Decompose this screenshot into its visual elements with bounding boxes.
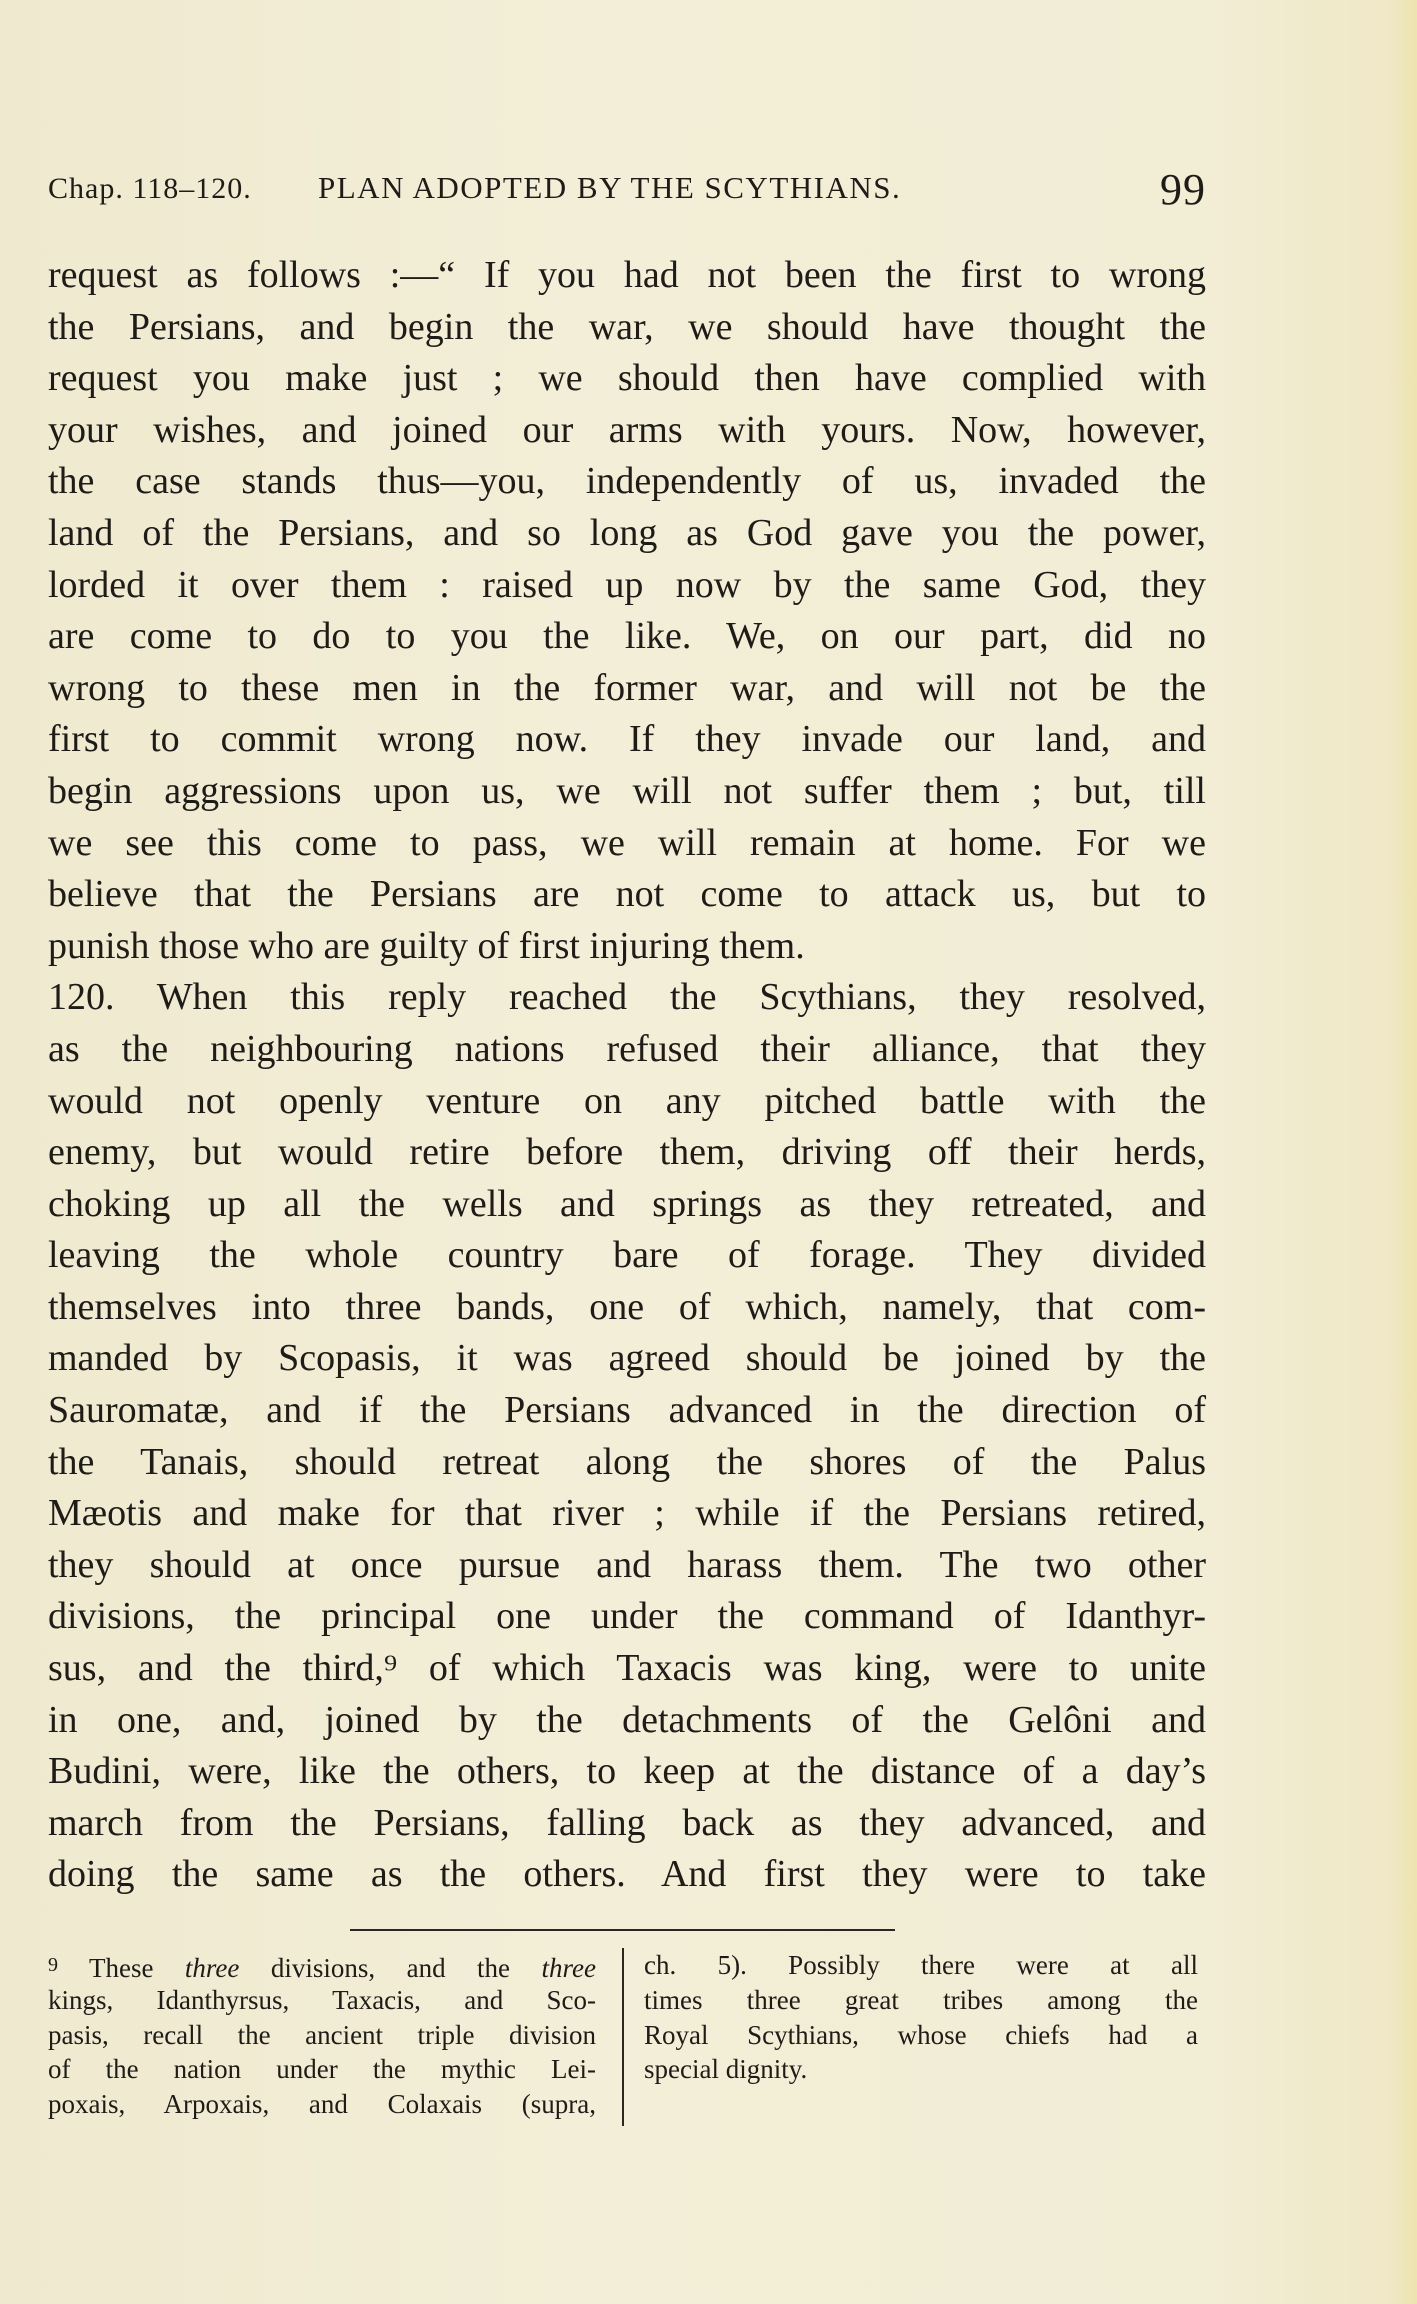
page-edge-discoloration bbox=[1387, 0, 1417, 2304]
text-line: begin aggressions upon us, we will not suffer them ; but, till bbox=[48, 769, 1206, 812]
footnote-line: ch. 5). Possibly there were at all bbox=[644, 1950, 1198, 1980]
chapter-reference: Chap. 118–120. bbox=[48, 172, 252, 205]
text-line: we see this come to pass, we will remain at home. For we bbox=[48, 821, 1206, 864]
footnote-line: poxais, Arpoxais, and Colaxais (supra, bbox=[48, 2089, 596, 2120]
text-line: divisions, the principal one under the command of Idanthyr- bbox=[48, 1595, 1206, 1638]
running-title: PLAN ADOPTED BY THE SCYTHIANS. bbox=[318, 170, 902, 205]
text-line: believe that the Persians are not come to attack us, but to bbox=[48, 873, 1206, 916]
footnote-line: kings, Idanthyrsus, Taxacis, and Sco- bbox=[48, 1984, 596, 2015]
running-head bbox=[48, 164, 1206, 220]
footnote-text: divisions, and the bbox=[239, 1953, 542, 1983]
footnote-italic-text: three bbox=[184, 1953, 240, 1983]
footnote-line bbox=[48, 1948, 596, 1983]
text-line: themselves into three bands, one of which, namely, that com- bbox=[48, 1285, 1206, 1328]
text-line: doing the same as the others. And first they were to take bbox=[48, 1853, 1206, 1896]
text-line: march from the Persians, falling back as they advanced, and bbox=[48, 1801, 1206, 1844]
text-line: punish those who are guilty of first injuring them. bbox=[48, 924, 805, 967]
text-line: Sauromatæ, and if the Persians advanced in the direction of bbox=[48, 1389, 1206, 1432]
footnote-separator-rule bbox=[350, 1929, 895, 1931]
text-line: lorded it over them : raised up now by the same God, they bbox=[48, 563, 1206, 606]
text-line: they should at once pursue and harass them. The two other bbox=[48, 1543, 1206, 1586]
text-line: 120. When this reply reached the Scythians, they resolved, bbox=[48, 976, 1206, 1019]
footnote-line: of the nation under the mythic Lei- bbox=[48, 2054, 596, 2085]
text-line: the Tanais, should retreat along the shores of the Palus bbox=[48, 1440, 1206, 1483]
text-line: in one, and, joined by the detachments of the Gelôni and bbox=[48, 1698, 1206, 1741]
text-line: the case stands thus—you, independently of us, invaded the bbox=[48, 460, 1206, 503]
footnote-line: times three great tribes among the bbox=[644, 1984, 1198, 2015]
text-line: manded by Scopasis, it was agreed should be joined by the bbox=[48, 1337, 1206, 1380]
main-text bbox=[48, 250, 1206, 1901]
text-line: choking up all the wells and springs as they retreated, and bbox=[48, 1182, 1206, 1225]
text-line: wrong to these men in the former war, and will not be the bbox=[48, 666, 1206, 709]
text-line: are come to do to you the like. We, on our part, did no bbox=[48, 615, 1206, 658]
text-line: as the neighbouring nations refused their alliance, that they bbox=[48, 1027, 1206, 1070]
text-line: request as follows :—“ If you had not been the first to wrong bbox=[48, 254, 1206, 296]
footnote-line: pasis, recall the ancient triple division bbox=[48, 2019, 596, 2050]
text-line: enemy, but would retire before them, driving off their herds, bbox=[48, 1131, 1206, 1174]
footnote-right-column bbox=[644, 1948, 1198, 2087]
text-line: request you make just ; we should then have complied with bbox=[48, 357, 1206, 400]
footnote-text: These bbox=[88, 1953, 185, 1983]
text-line: sus, and the third,⁹ of which Taxacis was king, were to unite bbox=[48, 1647, 1206, 1690]
footnote-line: special dignity. bbox=[644, 2054, 808, 2085]
footnote-column-divider bbox=[622, 1948, 624, 2126]
text-line: Mæotis and make for that river ; while if the Persians retired, bbox=[48, 1492, 1206, 1535]
footnote-line: Royal Scythians, whose chiefs had a bbox=[644, 2019, 1198, 2050]
text-line: land of the Persians, and so long as God gave you the power, bbox=[48, 511, 1206, 554]
text-line: leaving the whole country bare of forage. They divided bbox=[48, 1234, 1206, 1277]
text-line: first to commit wrong now. If they invade our land, and bbox=[48, 718, 1206, 761]
text-line: the Persians, and begin the war, we should have thought the bbox=[48, 305, 1206, 348]
text-line: Budini, were, like the others, to keep at the distance of a day’s bbox=[48, 1750, 1206, 1793]
footnote-marker: 9 bbox=[48, 1954, 58, 1976]
footnote-italic-text: three bbox=[541, 1953, 596, 1983]
text-line: would not openly venture on any pitched battle with the bbox=[48, 1079, 1206, 1122]
page-number: 99 bbox=[1160, 165, 1206, 214]
text-line: your wishes, and joined our arms with yours. Now, however, bbox=[48, 408, 1206, 451]
footnote-left-column bbox=[48, 1948, 596, 2122]
